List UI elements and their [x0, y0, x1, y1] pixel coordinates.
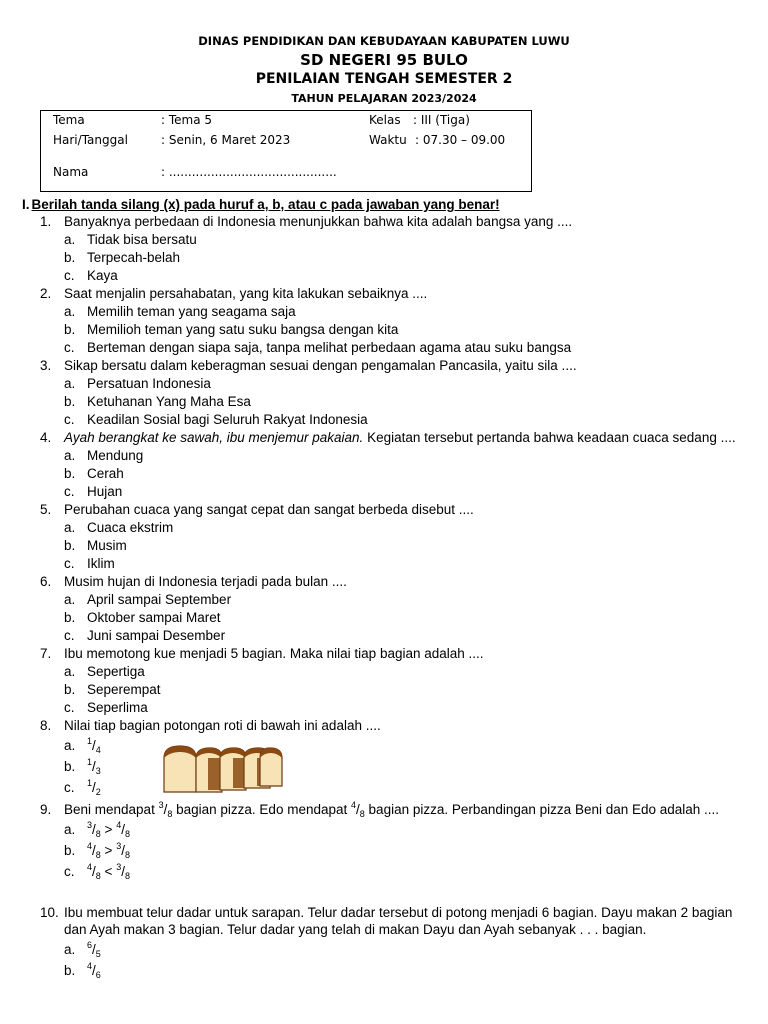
- option-letter[interactable]: c.: [64, 556, 75, 571]
- option-letter[interactable]: c.: [64, 700, 75, 715]
- option-letter[interactable]: a.: [64, 376, 76, 391]
- question-text: Banyaknya perbedaan di Indonesia menunjukkan bahwa kita adalah bangsa yang ....: [64, 214, 573, 229]
- fraction-answer: $^1/_2$: [87, 778, 101, 797]
- option-b[interactable]: [0, 681, 768, 699]
- question-5: [0, 501, 768, 573]
- question-number: 4.: [40, 430, 52, 445]
- question-text: Perubahan cuaca yang sangat cepat dan sangat berbeda disebut ....: [64, 502, 474, 517]
- option-text: Juni sampai Desember: [87, 628, 226, 643]
- question-text: Sikap bersatu dalam keberagman sesuai dengan pengamalan Pancasila, yaitu sila ....: [64, 358, 577, 373]
- question-6: [0, 573, 768, 645]
- option-text: Ketuhanan Yang Maha Esa: [87, 394, 251, 409]
- bread-slice: [220, 748, 246, 790]
- option-c[interactable]: [0, 699, 768, 717]
- nama-label: Nama: [53, 165, 89, 179]
- option-letter[interactable]: c.: [64, 412, 75, 427]
- school-name: SD NEGERI 95 BULO: [300, 51, 468, 69]
- option-text: Oktober sampai Maret: [87, 610, 221, 625]
- question-text: [64, 429, 736, 447]
- option-letter[interactable]: b.: [64, 250, 76, 265]
- bread-slice: [196, 748, 222, 792]
- option-text: Cerah: [87, 466, 124, 481]
- question-text: Musim hujan di Indonesia terjadi pada bulan ....: [64, 574, 347, 589]
- option-text: Mendung: [87, 448, 144, 463]
- question-4: [0, 429, 768, 501]
- option-b[interactable]: [0, 609, 768, 627]
- question-3: [0, 357, 768, 429]
- option-a[interactable]: [0, 447, 768, 465]
- question-number: 6.: [40, 574, 52, 589]
- question-number: 10.: [40, 905, 59, 920]
- bread-slice: [164, 746, 196, 792]
- option-text: Sepertiga: [87, 664, 145, 679]
- option-letter[interactable]: b.: [64, 610, 76, 625]
- option-a[interactable]: [0, 939, 768, 960]
- option-letter[interactable]: a.: [64, 664, 76, 679]
- option-letter[interactable]: b.: [64, 682, 76, 697]
- question-number: 1.: [40, 214, 52, 229]
- option-letter[interactable]: a.: [64, 942, 76, 957]
- option-text: Tidak bisa bersatu: [87, 232, 197, 247]
- option-b[interactable]: [0, 756, 768, 777]
- option-b[interactable]: [0, 960, 768, 981]
- option-text: Memilioh teman yang satu suku bangsa dengan kita: [87, 322, 399, 337]
- question-1: [0, 213, 768, 285]
- option-text: Musim: [87, 538, 127, 553]
- option-letter[interactable]: c.: [64, 864, 75, 879]
- option-a[interactable]: [0, 519, 768, 537]
- comparison-answer: $^3/_8 > ^4/_8$: [87, 820, 130, 839]
- option-c[interactable]: [0, 627, 768, 645]
- agency-name: DINAS PENDIDIKAN DAN KEBUDAYAAN KABUPATEN LUWU: [198, 34, 570, 48]
- option-letter[interactable]: c.: [64, 628, 75, 643]
- option-letter[interactable]: c.: [64, 268, 75, 283]
- question-text: Beni mendapat $^3/_8$ bagian pizza. Edo mendapat $^4/_8$ bagian pizza. Perbandingan pizza Beni dan Edo adalah ....: [64, 800, 720, 819]
- bread-slice: [260, 748, 282, 786]
- option-text: Iklim: [87, 556, 115, 571]
- question-text: Ibu membuat telur dadar untuk sarapan. Telur dadar tersebut di potong menjadi 6 bagian. Dayu makan 2 bagian dan Ayah makan 3 bagian. Telur dadar yang telah di makan Dayu dan Ayah sebanyak . . . bagian.: [64, 905, 733, 937]
- fraction-answer: $^4/_6$: [87, 961, 101, 980]
- option-a[interactable]: [0, 819, 768, 840]
- question-text: Saat menjalin persahabatan, yang kita lakukan sebaiknya ....: [64, 286, 428, 301]
- option-a[interactable]: [0, 303, 768, 321]
- question-number: 3.: [40, 358, 52, 373]
- option-b[interactable]: [0, 840, 768, 861]
- question-text: Nilai tiap bagian potongan roti di bawah ini adalah ....: [64, 718, 381, 733]
- exam-title: PENILAIAN TENGAH SEMESTER 2: [255, 71, 513, 87]
- option-a[interactable]: [0, 231, 768, 249]
- question-text: Ibu memotong kue menjadi 5 bagian. Maka nilai tiap bagian adalah ....: [64, 646, 484, 661]
- school-year: TAHUN PELAJARAN 2023/2024: [291, 92, 477, 105]
- option-letter[interactable]: a.: [64, 520, 76, 535]
- question-number: 5.: [40, 502, 52, 517]
- option-letter[interactable]: b.: [64, 322, 76, 337]
- student-info-box: [40, 110, 532, 192]
- tema-value: : Tema 5: [161, 113, 213, 127]
- option-b[interactable]: [0, 321, 768, 339]
- option-a[interactable]: [0, 735, 768, 756]
- option-b[interactable]: [0, 393, 768, 411]
- option-b[interactable]: [0, 465, 768, 483]
- hari-value: : Senin, 6 Maret 2023: [161, 133, 291, 147]
- option-letter[interactable]: a.: [64, 592, 76, 607]
- option-letter[interactable]: a.: [64, 304, 76, 319]
- option-b[interactable]: [0, 249, 768, 267]
- option-letter[interactable]: b.: [64, 538, 76, 553]
- option-letter[interactable]: a.: [64, 448, 76, 463]
- waktu-value: : 07.30 – 09.00: [415, 133, 506, 147]
- question-9: [0, 801, 768, 882]
- option-c[interactable]: [0, 777, 768, 798]
- option-text: Seperempat: [87, 682, 161, 697]
- question-number: 9.: [40, 802, 52, 817]
- nama-field[interactable]: : ............................................: [161, 165, 337, 179]
- option-text: April sampai September: [87, 592, 232, 607]
- option-letter[interactable]: b.: [64, 759, 76, 774]
- option-letter[interactable]: b.: [64, 466, 76, 481]
- option-text: Hujan: [87, 484, 123, 499]
- question-2: [0, 285, 768, 357]
- option-text: Persatuan Indonesia: [87, 376, 211, 391]
- option-letter[interactable]: a.: [64, 232, 76, 247]
- option-letter[interactable]: c.: [64, 484, 75, 499]
- bread-slices-image: [160, 744, 284, 794]
- hari-label: Hari/Tanggal: [53, 133, 128, 147]
- option-b[interactable]: [0, 537, 768, 555]
- instruction-text: Berilah tanda silang (x) pada huruf a, b, atau c pada jawaban yang benar!: [31, 197, 500, 212]
- tema-label: Tema: [53, 113, 85, 127]
- option-c[interactable]: [0, 555, 768, 573]
- option-letter[interactable]: b.: [64, 394, 76, 409]
- waktu-label: Waktu: [369, 133, 407, 147]
- section-instruction: [22, 197, 500, 212]
- option-a[interactable]: [0, 663, 768, 681]
- kelas-value: : III (Tiga): [413, 113, 470, 127]
- kelas-label: Kelas: [369, 113, 401, 127]
- question-text-rest: Kegiatan tersebut pertanda bahwa keadaan cuaca sedang ....: [363, 430, 736, 445]
- option-letter[interactable]: b.: [64, 963, 76, 978]
- question-list: [0, 213, 768, 981]
- option-text: Seperlima: [87, 700, 148, 715]
- section-number: I.: [22, 197, 30, 212]
- question-number: 2.: [40, 286, 52, 301]
- question-text-italic: Ayah berangkat ke sawah, ibu menjemur pakaian.: [64, 430, 364, 445]
- question-10: [0, 904, 768, 981]
- option-text: Keadilan Sosial bagi Seluruh Rakyat Indonesia: [87, 412, 368, 427]
- option-text: Berteman dengan siapa saja, tanpa melihat perbedaan agama atau suku bangsa: [87, 340, 572, 355]
- question-7: [0, 645, 768, 717]
- option-text: Memilih teman yang seagama saja: [87, 304, 296, 319]
- comparison-answer: $^4/_8 > ^3/_8$: [87, 841, 130, 860]
- question-number: 7.: [40, 646, 52, 661]
- option-c[interactable]: [0, 411, 768, 429]
- option-c[interactable]: [0, 339, 768, 357]
- option-letter[interactable]: c.: [64, 780, 75, 795]
- option-a[interactable]: [0, 591, 768, 609]
- option-letter[interactable]: b.: [64, 843, 76, 858]
- option-letter[interactable]: a.: [64, 738, 76, 753]
- option-text: Terpecah-belah: [87, 250, 181, 265]
- blank-line: [0, 882, 768, 904]
- fraction-answer: $^1/_4$: [87, 736, 101, 755]
- question-8: [0, 717, 768, 798]
- option-c[interactable]: [0, 267, 768, 285]
- fraction-answer: $^1/_3$: [87, 757, 101, 776]
- option-letter[interactable]: c.: [64, 340, 75, 355]
- question-number: 8.: [40, 718, 52, 733]
- option-a[interactable]: [0, 375, 768, 393]
- option-c[interactable]: [0, 483, 768, 501]
- option-c[interactable]: [0, 861, 768, 882]
- fraction-answer: $^6/_5$: [87, 940, 101, 959]
- option-letter[interactable]: a.: [64, 822, 76, 837]
- option-text: Cuaca ekstrim: [87, 520, 174, 535]
- comparison-answer: $^4/_8 < ^3/_8$: [87, 862, 130, 881]
- option-text: Kaya: [87, 268, 118, 283]
